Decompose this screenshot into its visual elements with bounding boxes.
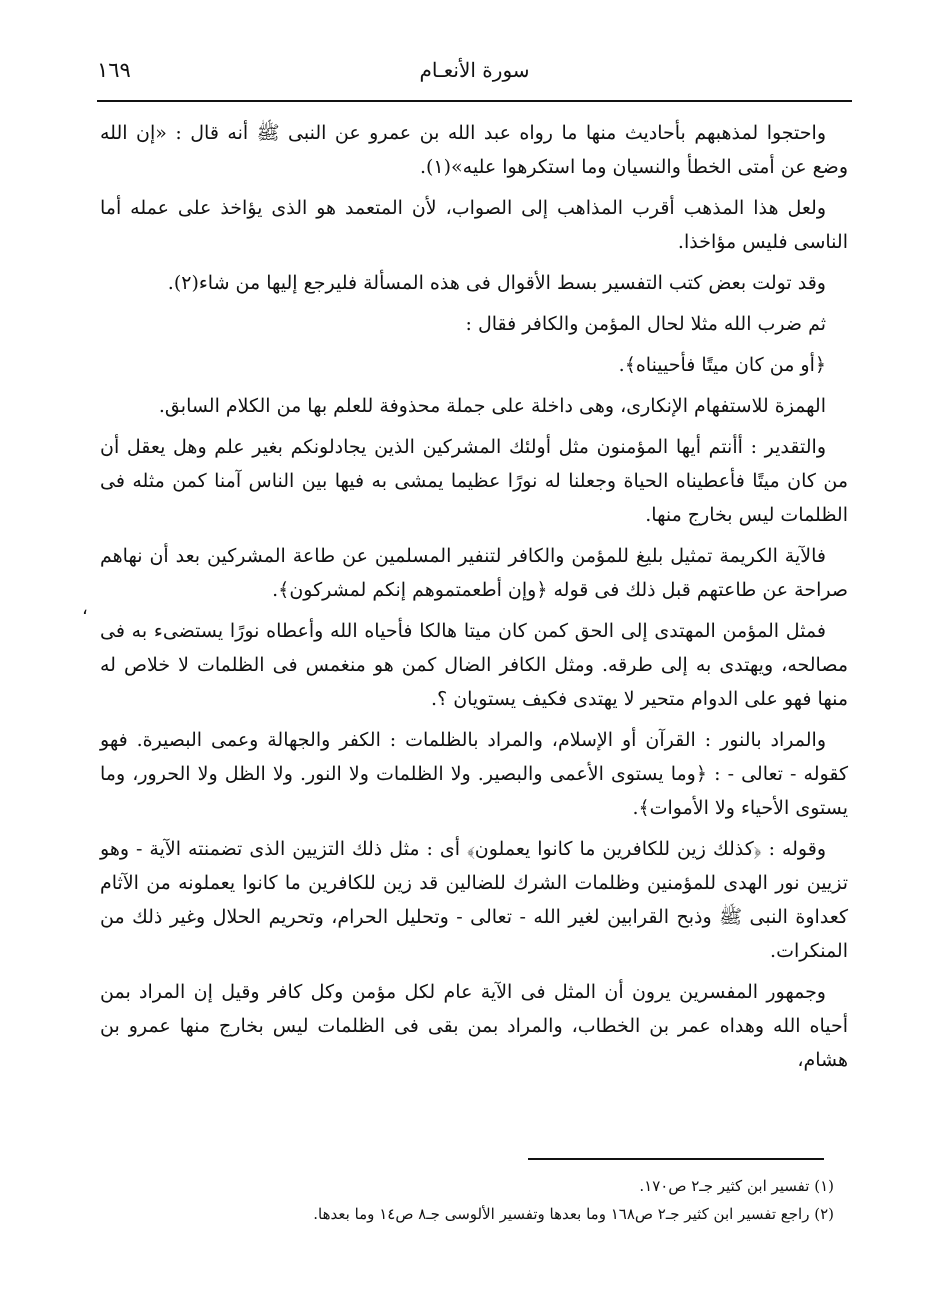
- paragraph: وقد تولت بعض كتب التفسير بسط الأقوال فى هذه المسألة فليرجع إليها من شاء(٢).: [167, 272, 826, 294]
- footnotes: [120, 1172, 834, 1228]
- paragraph: والتقدير : أأنتم أيها المؤمنون مثل أولئك المشركين الذين يجادلونكم بغير علم وهل يعقل أن من كان ميتًا فأعطيناه الحياة وجعلنا له نورًا عظيما يمشى به فيها بين الناس آمنا كمن مثله فى الظلمات ليس بخارج منها.: [100, 436, 848, 526]
- paragraph: ثم ضرب الله مثلا لحال المؤمن والكافر فقال :: [465, 313, 826, 335]
- header-rule: [97, 100, 852, 102]
- footnote: (٢) راجع تفسير ابن كثير جـ٢ ص١٦٨ وما بعدها وتفسير الألوسى جـ٨ ص١٤ وما بعدها.: [313, 1205, 834, 1223]
- paragraph: فمثل المؤمن المهتدى إلى الحق كمن كان ميتا هالكا فأحياه الله وأعطاه نورًا يستضىء به فى مصالحه، ويهتدى به إلى طرقه. ومثل الكافر الضال كمن هو منغمس فى الظلمات لا خلاص له منها فهو على الدوام متحير لا يهتدى فكيف يستويان ؟.: [100, 620, 848, 710]
- page-body: [100, 116, 848, 1084]
- footnote-rule: [528, 1158, 824, 1160]
- footnote: (١) تفسير ابن كثير جـ٢ ص١٧٠.: [639, 1177, 834, 1195]
- paragraph: الهمزة للاستفهام الإنكارى، وهى داخلة على جملة محذوفة للعلم بها من الكلام السابق.: [158, 395, 826, 417]
- paragraph: واحتجوا لمذهبهم بأحاديث منها ما رواه عبد الله بن عمرو عن النبى ﷺ أنه قال : «إن الله وضع عن أمتى الخطأ والنسيان وما استكرهوا عليه»(١).: [100, 122, 848, 178]
- page-header: [97, 58, 852, 98]
- paragraph: ولعل هذا المذهب أقرب المذاهب إلى الصواب، لأن المتعمد هو الذى يؤاخذ على عمله أما الناسى فليس مؤاخذا.: [100, 197, 848, 253]
- paragraph: والمراد بالنور : القرآن أو الإسلام، والمراد بالظلمات : الكفر والجهالة وعمى البصيرة. فهو كقوله - تعالى - : ﴿وما يستوى الأعمى والبصير. ولا الظلمات ولا النور. ولا الظل ولا الحرور، وما يستوى الأحياء ولا الأموات﴾.: [100, 729, 848, 819]
- paragraph: وجمهور المفسرين يرون أن المثل فى الآية عام لكل مؤمن وكل كافر وقيل إن المراد بمن أحياه الله وهداه عمر بن الخطاب، والمراد بمن بقى فى الظلمات ليس بخارج منها عمرو بن هشام،: [100, 981, 848, 1071]
- margin-mark: ،: [82, 598, 88, 619]
- surah-title: سورة الأنعـام: [419, 58, 530, 82]
- page-number: ١٦٩: [97, 58, 131, 82]
- paragraph: فالآية الكريمة تمثيل بليغ للمؤمن والكافر لتنفير المسلمين عن طاعة المشركين بعد أن نهاهم صراحة عن طاعتهم قبل ذلك فى قوله ﴿وإن أطعمتموهم إنكم لمشركون﴾.: [100, 545, 848, 601]
- paragraph: وقوله : ﴿كذلك زين للكافرين ما كانوا يعملون﴾ أى : مثل ذلك التزيين الذى تضمنته الآية - وهو تزيين نور الهدى للمؤمنين وظلمات الشرك للضالين قد زين للكافرين ما كانوا يعملونه من الآثام كعداوة النبى ﷺ وذبح القرابين لغير الله - تعالى - وتحليل الحرام، وتحريم الحلال وغير ذلك من المنكرات.: [100, 838, 848, 962]
- quran-verse: ﴿أو من كان ميتًا فأحييناه﴾.: [618, 354, 826, 376]
